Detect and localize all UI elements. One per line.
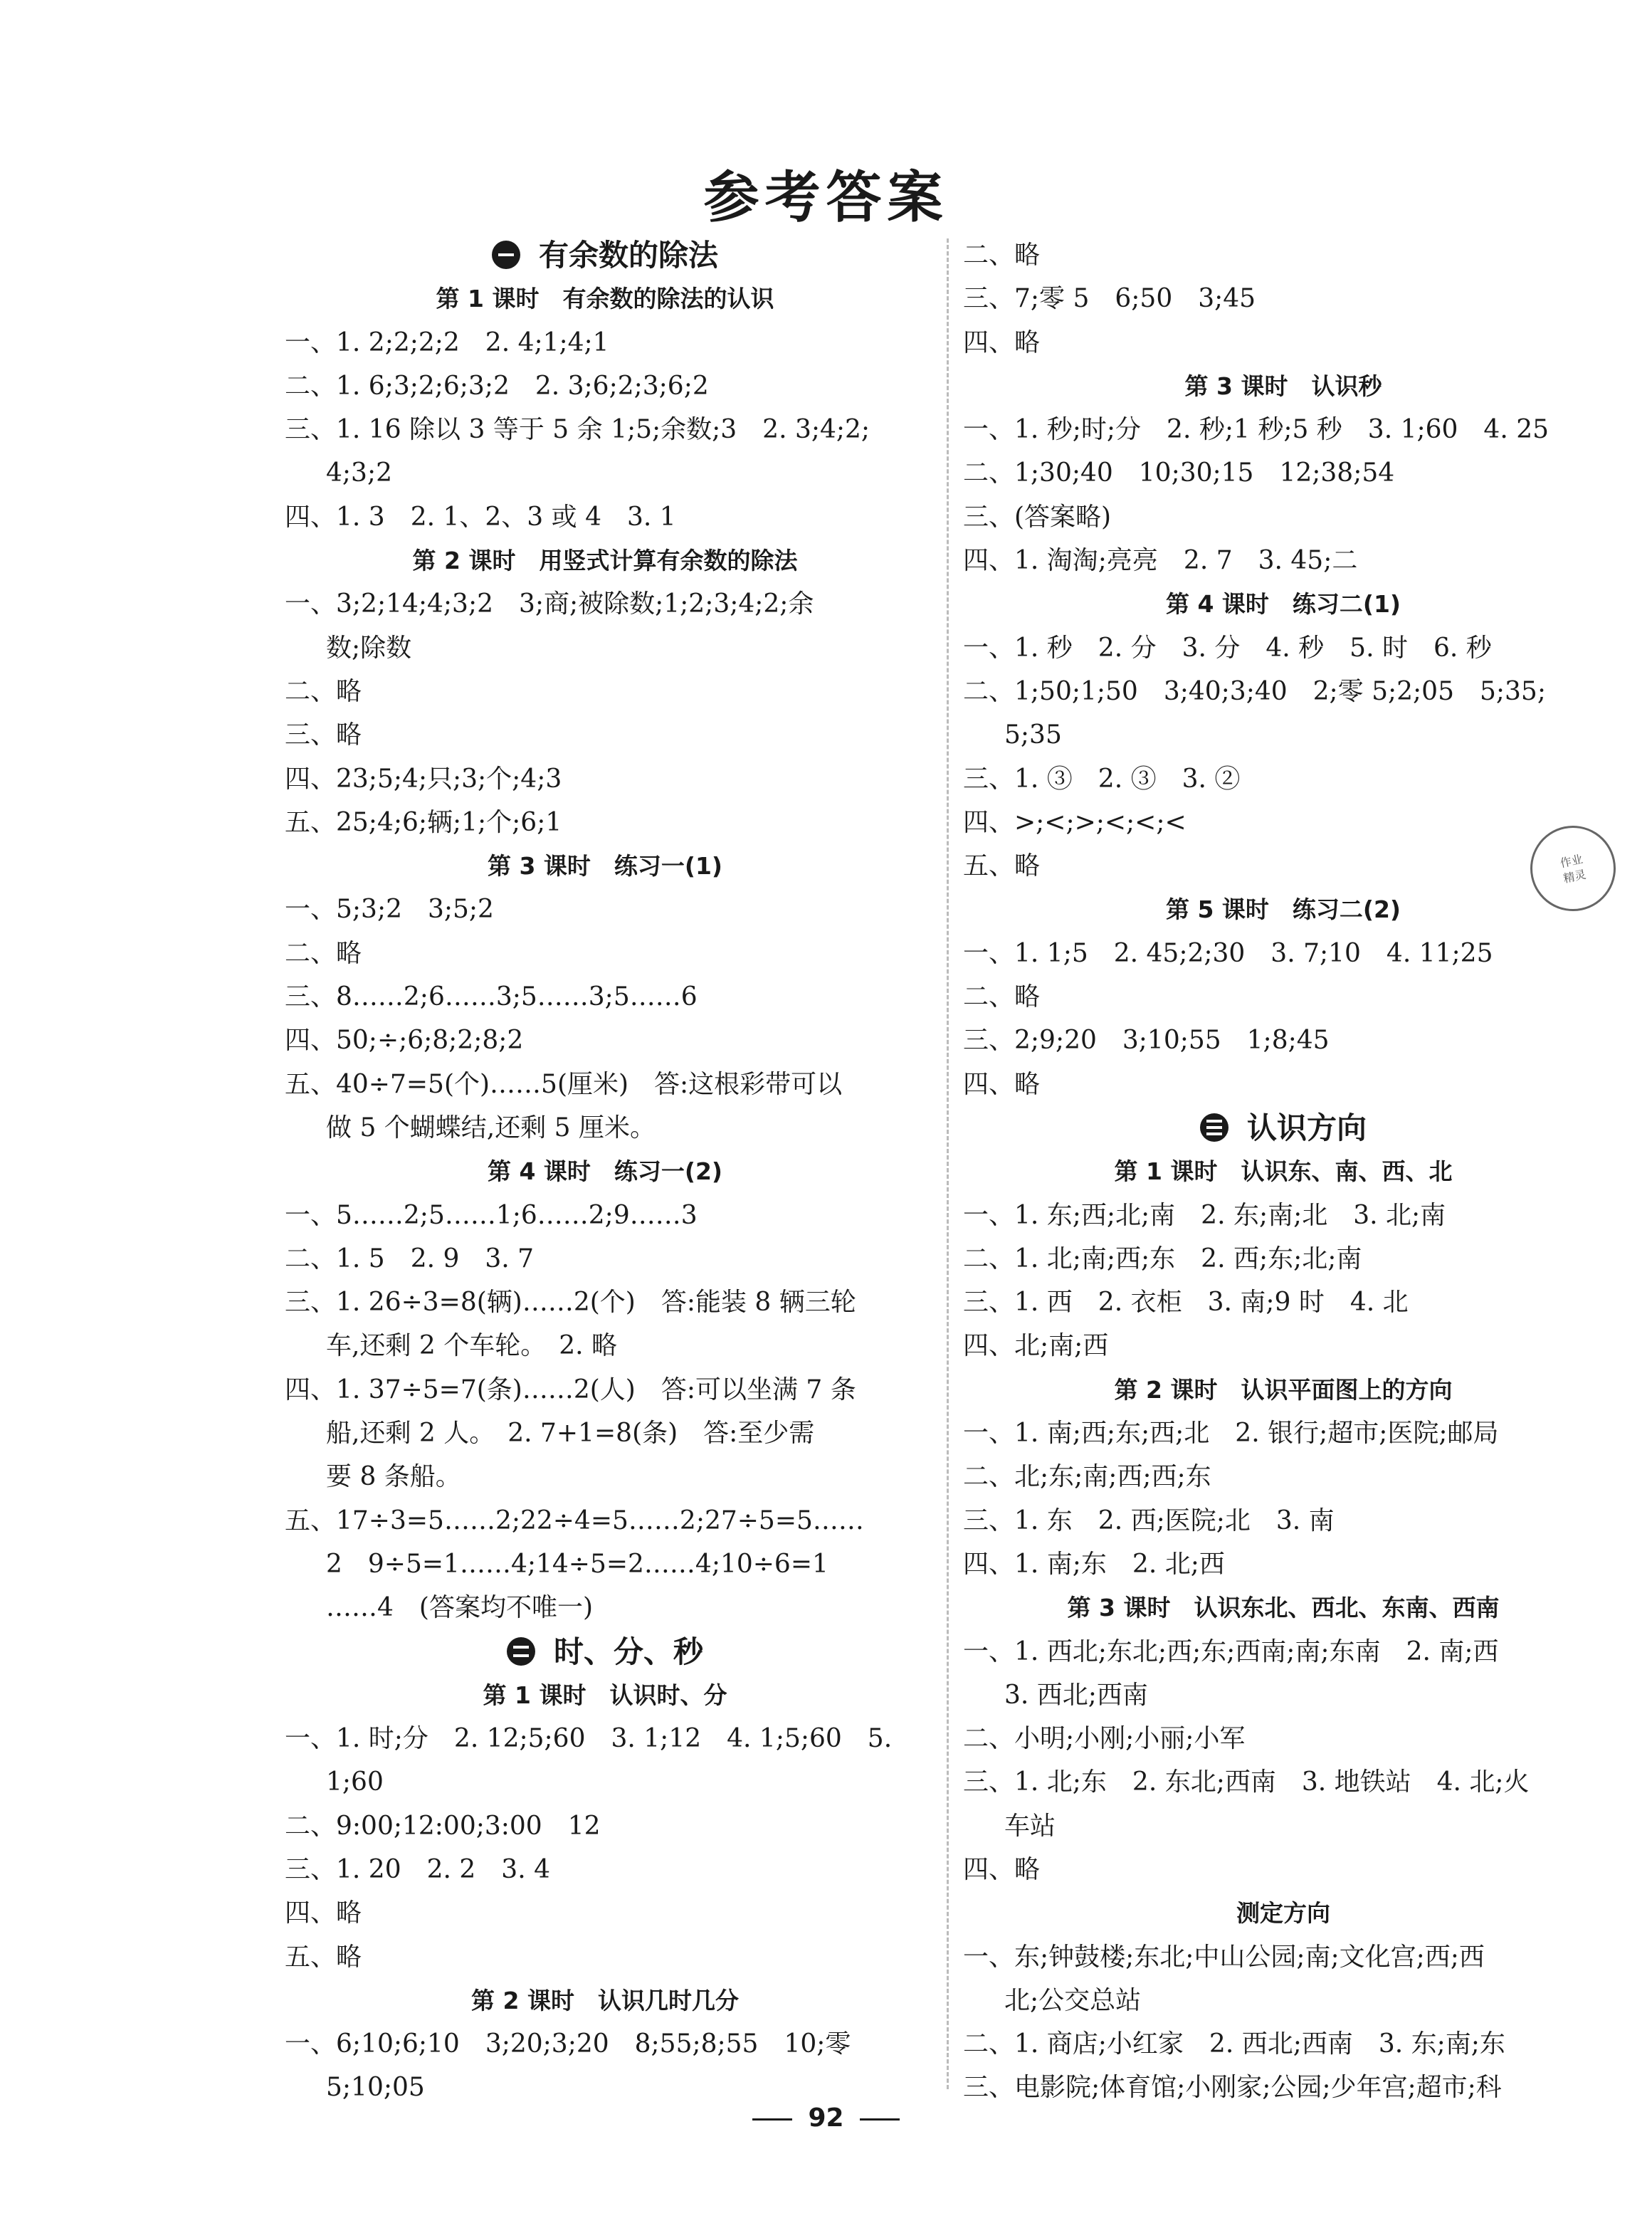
answer-line: 三、2;9;20 3;10;55 1;8;45 — [963, 1026, 1330, 1056]
unit-number-badge — [507, 1637, 535, 1666]
page-title: 参考答案 — [703, 166, 949, 230]
answer-line: 三、略 — [285, 720, 362, 750]
column-divider — [947, 238, 949, 2089]
answer-line: 一、5;3;2 3;5;2 — [285, 895, 494, 925]
answer-line: 二、9:00;12:00;3:00 12 — [285, 1811, 601, 1841]
answer-line-continued: 数;除数 — [326, 633, 412, 663]
lesson-heading: 第 1 课时 认识东、南、西、北 — [1114, 1157, 1453, 1186]
lesson-heading: 第 4 课时 练习二(1) — [1165, 590, 1401, 619]
answer-line: 四、23;5;4;只;3;个;4;3 — [285, 764, 562, 794]
answer-line: 二、1. 6;3;2;6;3;2 2. 3;6;2;3;6;2 — [285, 371, 709, 401]
unit-heading — [285, 233, 925, 277]
answer-line-continued: 1;60 — [326, 1767, 384, 1797]
answer-line: 二、小明;小刚;小丽;小军 — [963, 1724, 1246, 1754]
lesson-heading: 第 3 课时 认识东北、西北、东南、西南 — [1067, 1594, 1500, 1622]
answer-line: 四、略 — [285, 1898, 362, 1928]
footer-dash-left — [752, 2118, 792, 2121]
lesson-heading: 第 1 课时 认识时、分 — [483, 1681, 727, 1709]
answer-column-right — [963, 233, 1604, 2110]
answer-line-continued: 车站 — [1004, 1811, 1056, 1841]
answer-line: 五、40÷7=5(个)……5(厘米) 答:这根彩带可以 — [285, 1069, 843, 1099]
unit-title: 有余数的除法 — [538, 238, 718, 273]
unit-number-badge — [1200, 1113, 1229, 1142]
lesson-heading: 第 2 课时 认识平面图上的方向 — [1114, 1375, 1453, 1404]
stamp-line-2: 精灵 — [1562, 867, 1588, 886]
answer-line: 一、1. 时;分 2. 12;5;60 3. 1;12 4. 1;5;60 5. — [285, 1724, 893, 1754]
answer-line: 三、7;零 5 6;50 3;45 — [963, 284, 1256, 314]
footer-dash-right — [860, 2118, 900, 2121]
unit-heading — [285, 1630, 925, 1673]
answer-line: 三、1. 北;东 2. 东北;西南 3. 地铁站 4. 北;火 — [963, 1767, 1530, 1797]
lesson-heading: 第 2 课时 用竖式计算有余数的除法 — [412, 547, 798, 575]
answer-line: 五、17÷3=5……2;22÷4=5……2;27÷5=5…… — [285, 1506, 864, 1535]
answer-line: 二、1;30;40 10;30;15 12;38;54 — [963, 458, 1395, 488]
answer-line: 二、1;50;1;50 3;40;3;40 2;零 5;2;05 5;35; — [963, 676, 1546, 706]
answer-column-left — [285, 233, 925, 2110]
answer-line: 五、25;4;6;辆;1;个;6;1 — [285, 807, 562, 837]
unit-title: 认识方向 — [1246, 1110, 1367, 1145]
answer-line: 三、8……2;6……3;5……3;5……6 — [285, 982, 698, 1012]
answer-line: 四、略 — [963, 1069, 1041, 1099]
answer-line-continued: 做 5 个蝴蝶结,还剩 5 厘米。 — [326, 1113, 656, 1142]
lesson-heading: 第 2 课时 认识几时几分 — [471, 1986, 739, 2014]
lesson-heading: 第 3 课时 练习一(1) — [487, 852, 723, 881]
answer-line: 二、略 — [963, 982, 1041, 1012]
answer-line: 一、1. 东;西;北;南 2. 东;南;北 3. 北;南 — [963, 1200, 1446, 1230]
unit-title: 时、分、秒 — [553, 1634, 703, 1669]
answer-line: 四、1. 3 2. 1、2、3 或 4 3. 1 — [285, 502, 676, 532]
answer-line: 二、1. 5 2. 9 3. 7 — [285, 1244, 535, 1273]
answer-line: 四、1. 南;东 2. 北;西 — [963, 1549, 1225, 1579]
answer-line: 四、1. 淘淘;亮亮 2. 7 3. 45;二 — [963, 546, 1358, 576]
answer-line: 一、1. 1;5 2. 45;2;30 3. 7;10 4. 11;25 — [963, 938, 1493, 968]
answer-line: 一、1. 秒 2. 分 3. 分 4. 秒 5. 时 6. 秒 — [963, 633, 1492, 663]
answer-line-continued: 3. 西北;西南 — [1004, 1680, 1148, 1710]
answer-line-continued: 4;3;2 — [326, 458, 392, 488]
unit-heading — [963, 1106, 1604, 1150]
answer-line: 五、略 — [285, 1942, 362, 1972]
answer-line: 二、1. 商店;小红家 2. 西北;西南 3. 东;南;东 — [963, 2029, 1505, 2059]
answer-line-continued: 要 8 条船。 — [326, 1462, 461, 1492]
answer-line: 一、1. 秒;时;分 2. 秒;1 秒;5 秒 3. 1;60 4. 25 — [963, 415, 1550, 445]
lesson-heading: 第 1 课时 有余数的除法的认识 — [436, 285, 774, 313]
answer-line: 一、东;钟鼓楼;东北;中山公园;南;文化宫;西;西 — [963, 1942, 1485, 1972]
answer-line-continued: 北;公交总站 — [1004, 1985, 1142, 2015]
answer-line: 二、1. 北;南;西;东 2. 西;东;北;南 — [963, 1244, 1362, 1273]
lesson-heading: 测定方向 — [1236, 1899, 1330, 1928]
answer-line: 三、1. ③ 2. ③ 3. ② — [963, 764, 1241, 794]
answer-line: 一、3;2;14;4;3;2 3;商;被除数;1;2;3;4;2;余 — [285, 589, 814, 619]
answer-line: 二、略 — [963, 241, 1041, 270]
answer-line: 四、50;÷;6;8;2;8;2 — [285, 1026, 524, 1056]
answer-line: 三、1. 16 除以 3 等于 5 余 1;5;余数;3 2. 3;4;2; — [285, 415, 870, 445]
page-footer — [0, 2103, 1652, 2133]
answer-line: 一、6;10;6;10 3;20;3;20 8;55;8;55 10;零 — [285, 2029, 851, 2059]
answer-line: 一、1. 南;西;东;西;北 2. 银行;超市;医院;邮局 — [963, 1419, 1499, 1449]
answer-line: 二、略 — [285, 676, 362, 706]
answer-line: 四、>;<;>;<;<;< — [963, 807, 1187, 837]
answer-line: 二、略 — [285, 938, 362, 968]
lesson-heading: 第 4 课时 练习一(2) — [487, 1157, 723, 1186]
stamp-line-1: 作业 — [1559, 852, 1584, 871]
answer-line: 三、1. 东 2. 西;医院;北 3. 南 — [963, 1506, 1335, 1535]
answer-line-continued: 5;35 — [1004, 720, 1062, 750]
answer-line: 三、电影院;体育馆;小刚家;公园;少年宫;超市;科 — [963, 2073, 1502, 2103]
lesson-heading: 第 5 课时 练习二(2) — [1165, 895, 1401, 924]
answer-line: 二、北;东;南;西;西;东 — [963, 1462, 1211, 1492]
answer-line: 三、1. 26÷3=8(辆)……2(个) 答:能装 8 辆三轮 — [285, 1288, 856, 1318]
answer-line: 一、1. 西北;东北;西;东;西南;南;东南 2. 南;西 — [963, 1636, 1499, 1666]
answer-line: 四、略 — [963, 327, 1041, 357]
answer-line: 四、略 — [963, 1854, 1041, 1884]
answer-line: 三、1. 西 2. 衣柜 3. 南;9 时 4. 北 — [963, 1288, 1409, 1318]
unit-number-badge — [492, 241, 520, 269]
answer-line: 一、1. 2;2;2;2 2. 4;1;4;1 — [285, 327, 609, 357]
answer-line: 四、北;南;西 — [963, 1331, 1109, 1361]
lesson-heading: 第 3 课时 认识秒 — [1184, 372, 1382, 400]
answer-line-continued: ……4 (答案均不唯一) — [326, 1593, 593, 1623]
answer-line: 三、(答案略) — [963, 502, 1112, 532]
answer-line: 四、1. 37÷5=7(条)……2(人) 答:可以坐满 7 条 — [285, 1375, 856, 1404]
answer-line-continued: 车,还剩 2 个车轮。 2. 略 — [326, 1331, 618, 1361]
answer-line: 五、略 — [963, 851, 1041, 881]
answer-line: 三、1. 20 2. 2 3. 4 — [285, 1854, 550, 1884]
page-number: 92 — [808, 2103, 844, 2133]
answer-line-continued: 2 9÷5=1……4;14÷5=2……4;10÷6=1 — [326, 1549, 828, 1579]
answer-line: 一、5……2;5……1;6……2;9……3 — [285, 1200, 698, 1230]
answer-line-continued: 5;10;05 — [326, 2073, 425, 2103]
answer-line-continued: 船,还剩 2 人。 2. 7+1=8(条) 答:至少需 — [326, 1419, 815, 1449]
